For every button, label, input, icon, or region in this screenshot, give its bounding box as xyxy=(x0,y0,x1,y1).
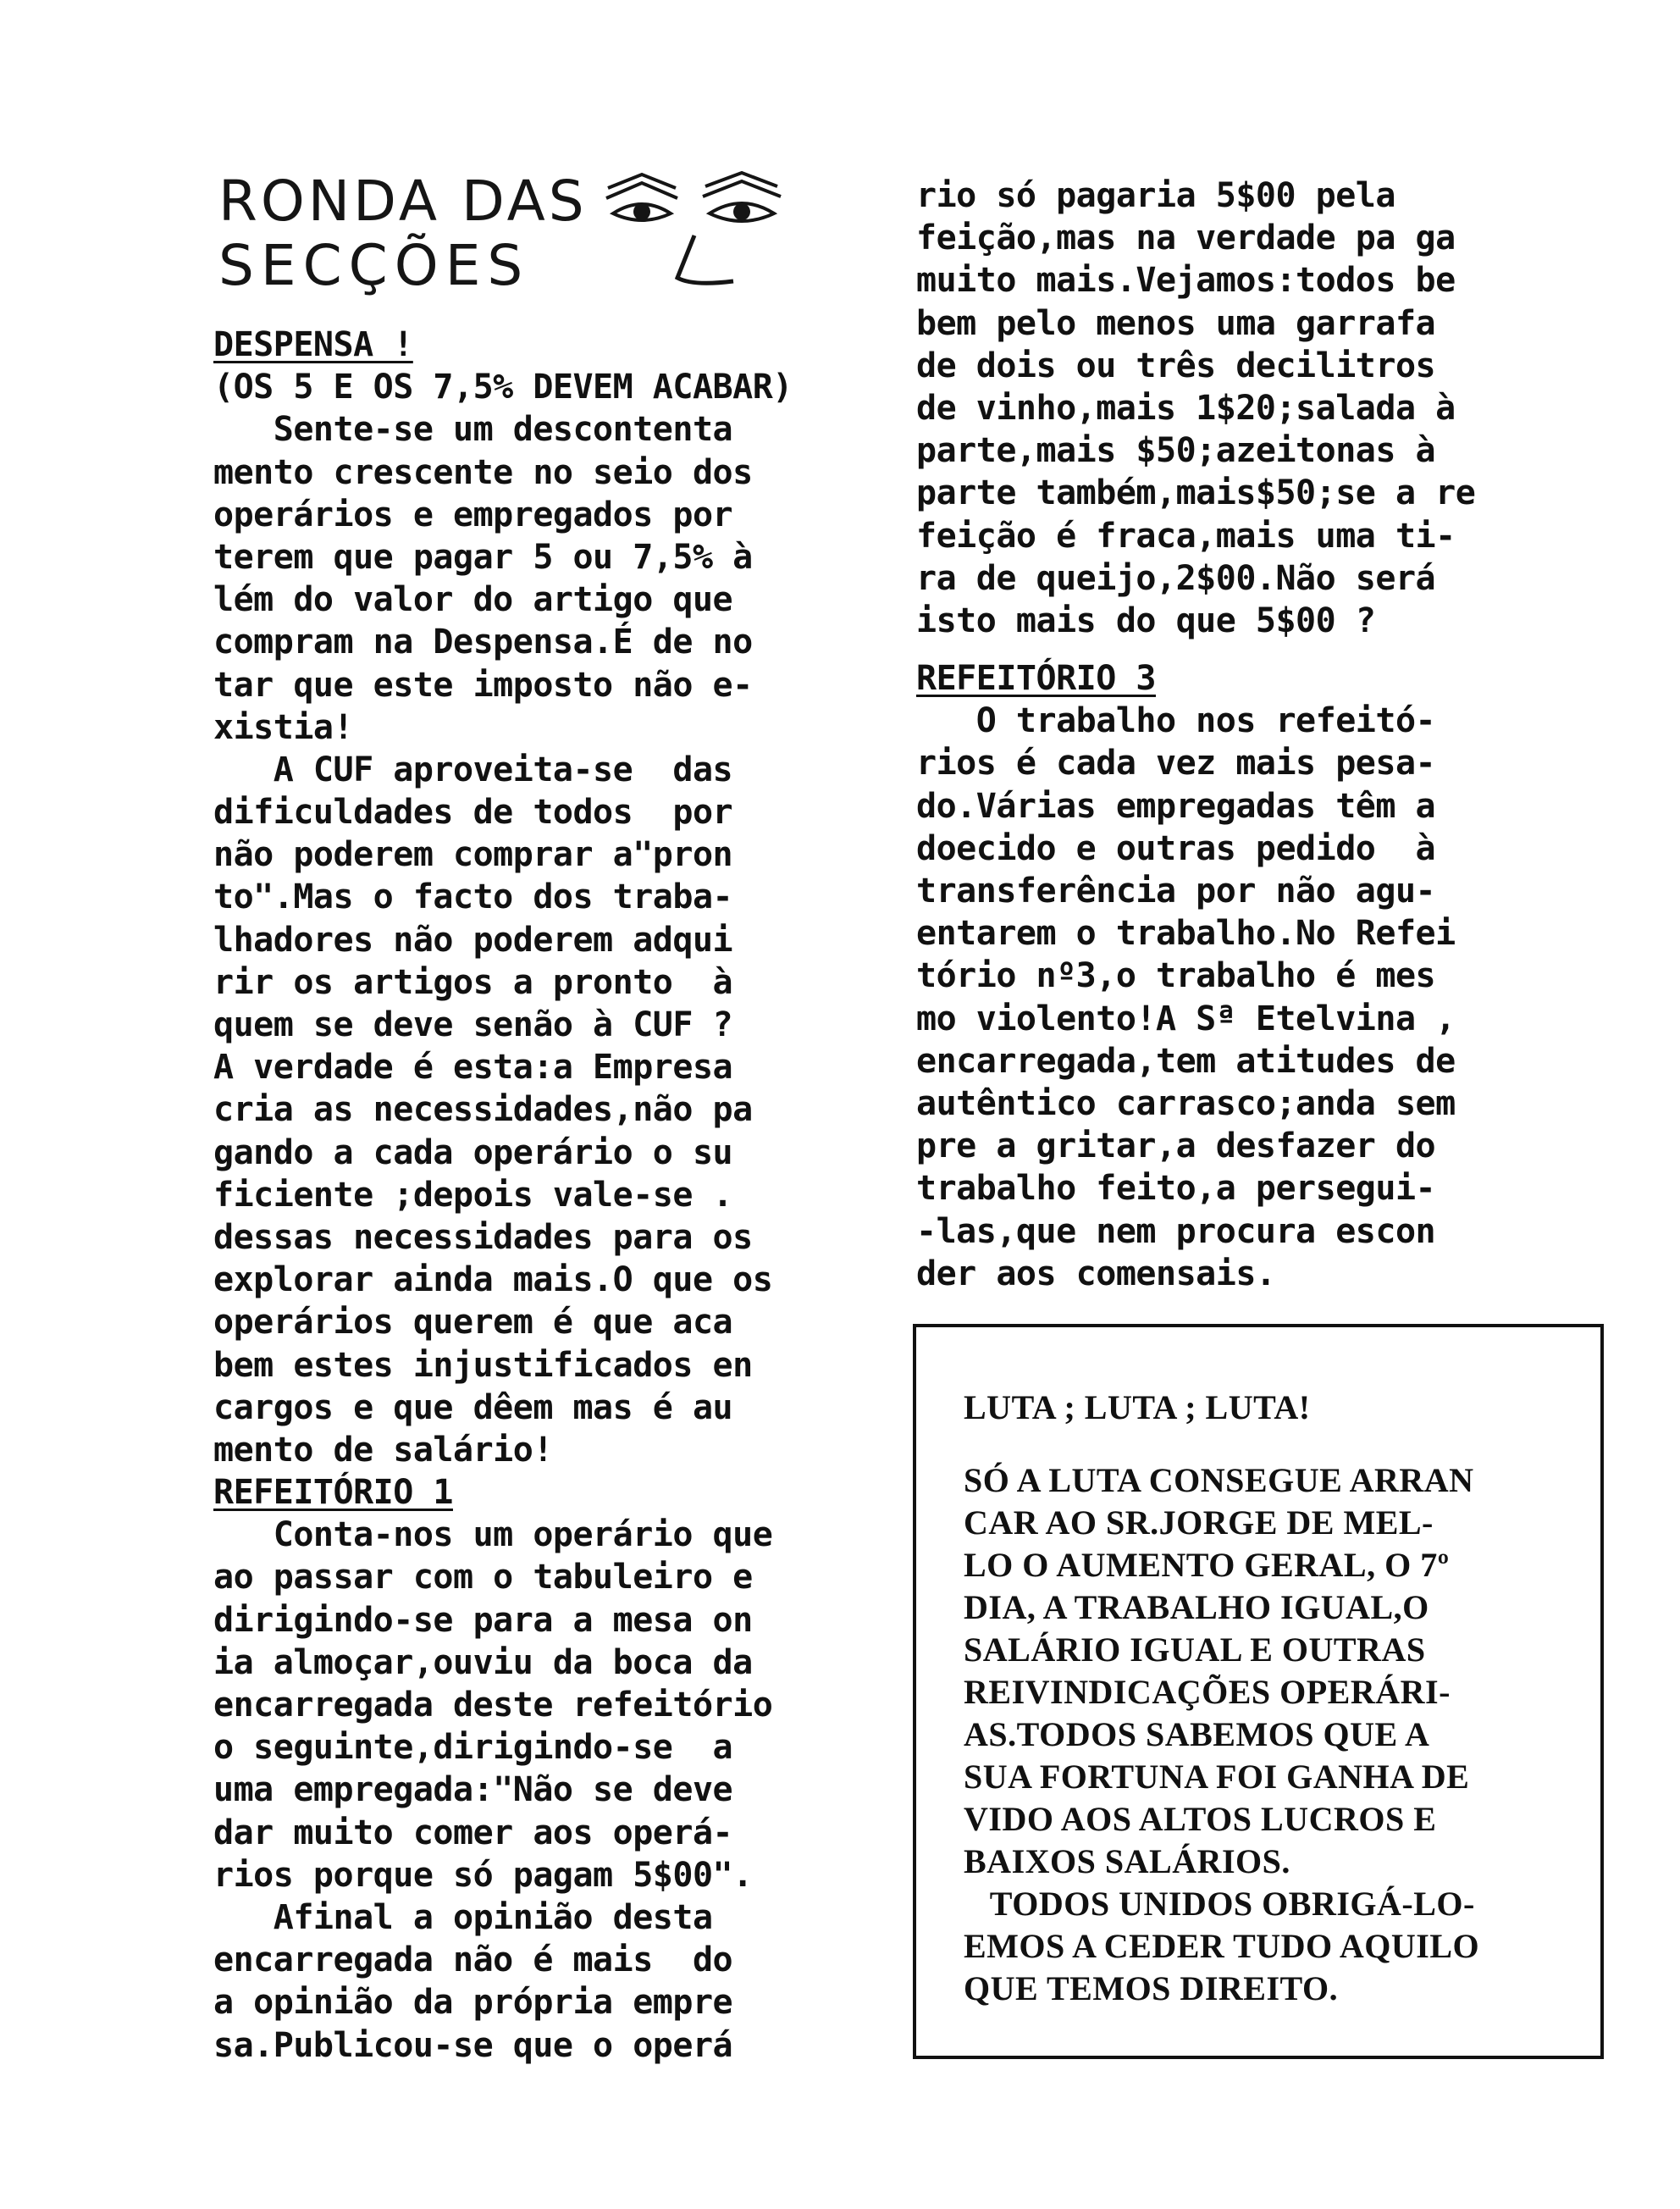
text-line: operários querem é que aca xyxy=(213,1303,733,1343)
text-line: compram na Despensa.É de no xyxy=(213,623,753,662)
text-line: muito mais.Vejamos:todos be xyxy=(916,261,1456,301)
text-line: encarregada,tem atitudes de xyxy=(916,1041,1456,1081)
text-line: do.Várias empregadas têm a xyxy=(916,786,1436,826)
callout-line: AS.TODOS SABEMOS QUE A xyxy=(964,1715,1430,1753)
text-line: ao passar com o tabuleiro e xyxy=(213,1558,753,1597)
text-line: Afinal a opinião desta xyxy=(213,1897,713,1937)
text-line: feição,mas na verdade pa ga xyxy=(916,219,1456,258)
text-line: lém do valor do artigo que xyxy=(213,580,733,620)
text-line: rios é cada vez mais pesa- xyxy=(916,744,1436,783)
text-line: cria as necessidades,não pa xyxy=(213,1090,753,1130)
text-line: dificuldades de todos por xyxy=(213,793,733,833)
text-line: autêntico carrasco;anda sem xyxy=(916,1083,1456,1123)
callout-line: SUA FORTUNA FOI GANHA DE xyxy=(964,1758,1470,1796)
text-line: explorar ainda mais.O que os xyxy=(213,1260,773,1300)
callout-line: TODOS UNIDOS OBRIGÁ-LO- xyxy=(964,1885,1475,1923)
page-title-line-1: RONDA DAS xyxy=(218,169,588,234)
text-line: rios porque só pagam 5$00". xyxy=(213,1855,753,1895)
callout-line: EMOS A CEDER TUDO AQUILO xyxy=(964,1927,1480,1965)
callout-content xyxy=(964,1387,1479,2010)
text-line: A verdade é esta:a Empresa xyxy=(213,1048,733,1088)
text-line: operários e empregados por xyxy=(213,495,733,534)
text-line: não poderem comprar a"pron xyxy=(213,835,733,875)
text-line: sa.Publicou-se que o operá xyxy=(213,2025,733,2065)
page-title-line-2: SECÇÕES xyxy=(218,233,530,298)
callout-line: REIVINDICAÇÕES OPERÁRI- xyxy=(964,1673,1451,1711)
text-line: parte,mais $50;azeitonas à xyxy=(916,431,1436,471)
text-line: rio só pagaria 5$00 pela xyxy=(916,176,1395,215)
text-line: dirigindo-se para a mesa on xyxy=(213,1600,753,1640)
text-line: mento crescente no seio dos xyxy=(213,452,753,492)
text-line: feição é fraca,mais uma ti- xyxy=(916,516,1456,556)
callout-line: BAIXOS SALÁRIOS. xyxy=(964,1842,1290,1880)
text-line: trabalho feito,a persegui- xyxy=(916,1169,1436,1209)
text-line: Sente-se um descontenta xyxy=(213,410,733,450)
text-line: quem se deve senão à CUF ? xyxy=(213,1005,733,1044)
right-column xyxy=(916,174,1628,1295)
text-line: terem que pagar 5 ou 7,5% à xyxy=(213,537,753,577)
text-line: isto mais do que 5$00 ? xyxy=(916,601,1376,640)
text-line: a opinião da própria empre xyxy=(213,1983,733,2023)
text-line: ia almoçar,ouviu da boca da xyxy=(213,1642,753,1682)
text-line: encarregada não é mais do xyxy=(213,1940,733,1980)
callout-line: VIDO AOS ALTOS LUCROS E xyxy=(964,1800,1437,1838)
text-line: Conta-nos um operário que xyxy=(213,1515,773,1555)
text-line: entarem o trabalho.No Refei xyxy=(916,914,1456,954)
text-line: dessas necessidades para os xyxy=(213,1217,753,1257)
callout-line: QUE TEMOS DIREITO. xyxy=(964,1969,1339,2007)
text-line: bem estes injustificados en xyxy=(213,1345,753,1385)
text-line: gando a cada operário o su xyxy=(213,1132,733,1172)
text-line: bem pelo menos uma garrafa xyxy=(916,303,1436,343)
text-line: dar muito comer aos operá- xyxy=(213,1813,733,1852)
section-subheading-despensa: (OS 5 E OS 7,5% DEVEM ACABAR) xyxy=(213,368,793,407)
text-line: de vinho,mais 1$20;salada à xyxy=(916,388,1456,428)
text-line: mento de salário! xyxy=(213,1430,553,1470)
watching-eyes-icon xyxy=(583,169,837,296)
text-line: xistia! xyxy=(213,707,354,747)
text-line: de dois ou três decilitros xyxy=(916,346,1436,385)
callout-line: SÓ A LUTA CONSEGUE ARRAN xyxy=(964,1461,1474,1499)
left-column xyxy=(213,324,899,2067)
text-line: transferência por não agu- xyxy=(916,872,1436,911)
text-line: -las,que nem procura escon xyxy=(916,1211,1436,1251)
callout-line: LO O AUMENTO GERAL, O 7º xyxy=(964,1546,1450,1584)
text-line: rir os artigos a pronto à xyxy=(213,962,733,1002)
text-line: tar que este imposto não e- xyxy=(213,665,753,705)
callout-line: SALÁRIO IGUAL E OUTRAS xyxy=(964,1630,1426,1669)
section-heading-despensa: DESPENSA ! xyxy=(213,325,413,364)
text-line: encarregada deste refeitório xyxy=(213,1686,773,1725)
luta-callout-box xyxy=(913,1324,1604,2059)
callout-heading: LUTA ; LUTA ; LUTA! xyxy=(964,1388,1311,1426)
text-line: o seguinte,dirigindo-se a xyxy=(213,1728,733,1768)
section-heading-refeitorio-1: REFEITÓRIO 1 xyxy=(213,1473,453,1513)
text-line: cargos e que dêem mas é au xyxy=(213,1387,733,1427)
text-line: mo violento!A Sª Etelvina , xyxy=(916,999,1456,1038)
section-heading-refeitorio-3: REFEITÓRIO 3 xyxy=(916,659,1156,699)
text-line: ra de queijo,2$00.Não será xyxy=(916,558,1436,598)
text-line: A CUF aproveita-se das xyxy=(213,750,733,789)
callout-line: CAR AO SR.JORGE DE MEL- xyxy=(964,1503,1434,1542)
text-line: tório nº3,o trabalho é mes xyxy=(916,956,1436,996)
text-line: parte também,mais$50;se a re xyxy=(916,473,1476,513)
text-line: uma empregada:"Não se deve xyxy=(213,1770,733,1810)
text-line: der aos comensais. xyxy=(916,1254,1276,1293)
text-line: O trabalho nos refeitó- xyxy=(916,701,1436,741)
text-line: doecido e outras pedido à xyxy=(916,828,1436,868)
text-line: lhadores não poderem adqui xyxy=(213,920,733,960)
callout-line: DIA, A TRABALHO IGUAL,O xyxy=(964,1588,1429,1626)
text-line: ficiente ;depois vale-se . xyxy=(213,1175,733,1215)
text-line: pre a gritar,a desfazer do xyxy=(916,1127,1436,1166)
text-line: to".Mas o facto dos traba- xyxy=(213,878,733,917)
title-block xyxy=(218,169,862,305)
